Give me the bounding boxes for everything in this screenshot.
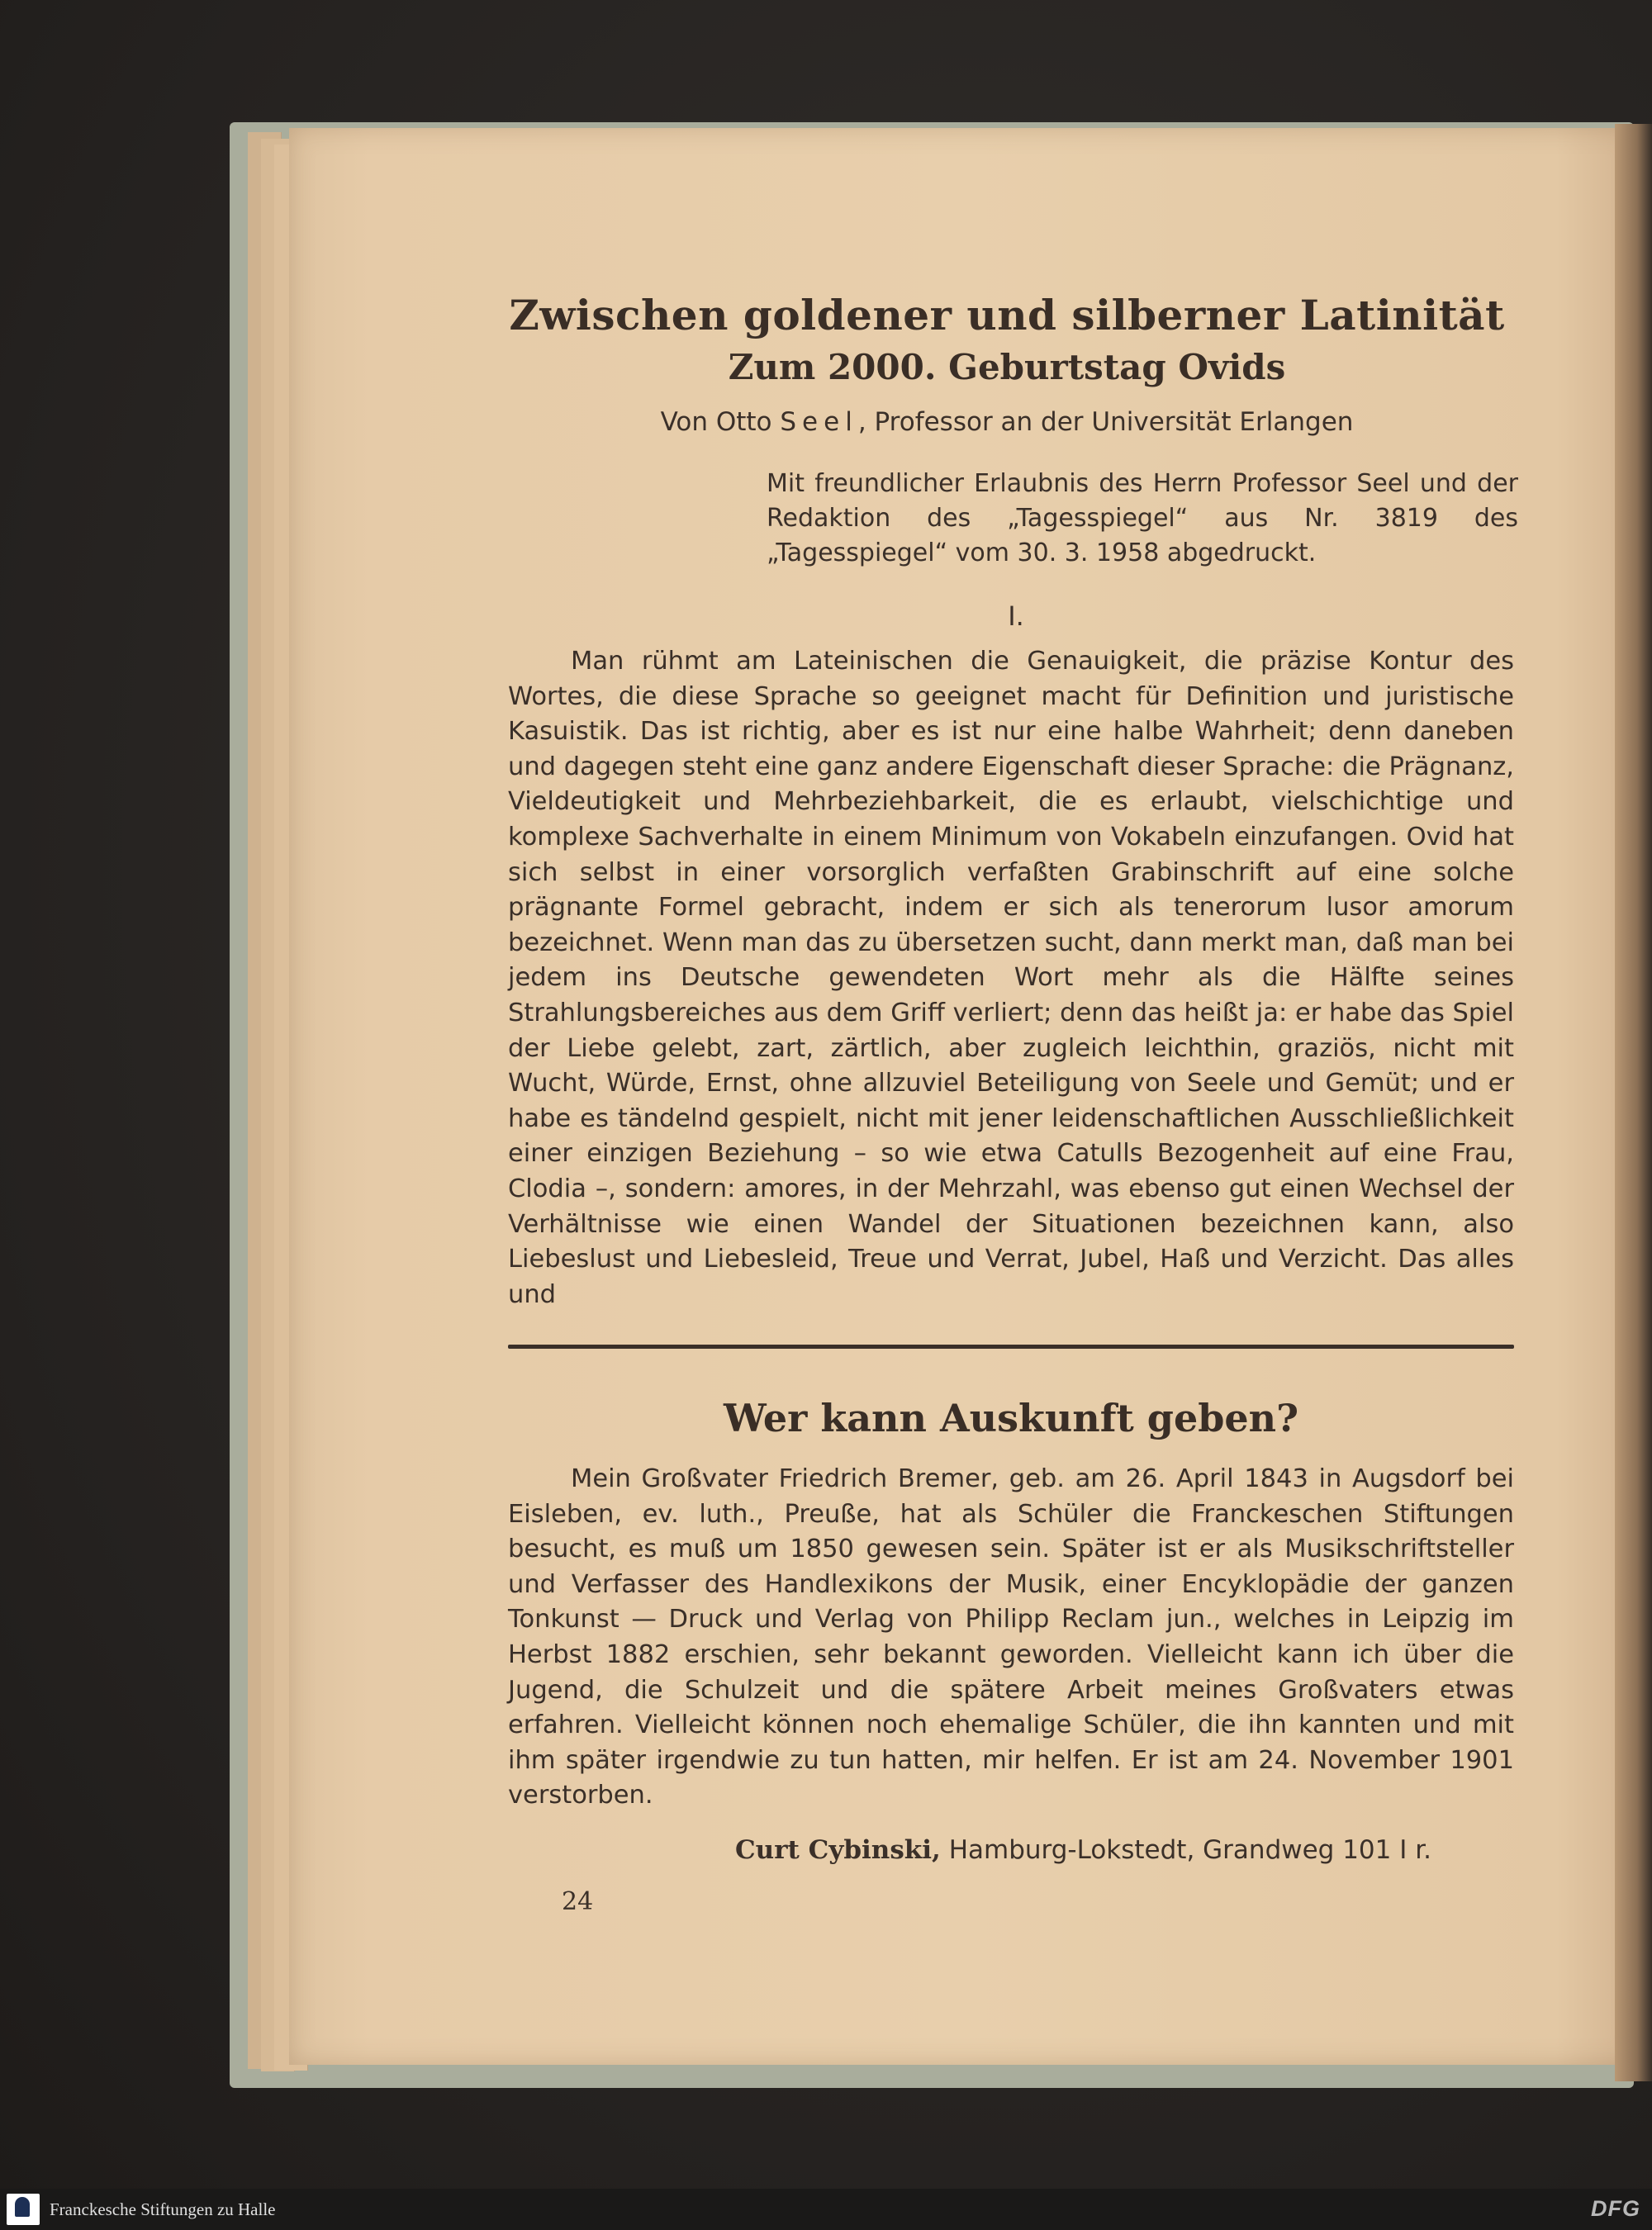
query-body: Mein Großvater Friedrich Bremer, geb. am 26. April 1843 in Augsdorf bei Eisleben, ev. luth., Preuße, hat als Schüler die Franckeschen Stiftungen besucht, es muß um 1850 gewesen sein. Später ist er als Musikschriftsteller und Verfasser des Handlexikons der Musik, einer Encyklopädie der ganzen Tonkunst — Druck und Verlag von Philipp Reclam jun., welches in Leipzig im Herbst 1882 erschien, sehr bekannt geworden. Vielleicht kann ich über die Jugend, die Schulzeit und die spätere Arbeit meines Großvaters etwas erfahren. Vielleicht können noch ehemalige Schüler, die ihn kannten und mit ihm später irgendwie zu tun hatten, mir helfen. Er ist am 24. November 1901 verstorben.	[508, 1464, 1514, 1810]
viewer-footer	[0, 2189, 1652, 2230]
article-title: Zwischen goldener und silberner Latinität	[509, 291, 1505, 339]
author-name: Seel	[780, 407, 858, 437]
dfg-logo[interactable]: DFG	[1591, 2196, 1640, 2221]
reprint-note: Mit freundlicher Erlaubnis des Herrn Professor Seel und der Redaktion des „Tagesspiegel“ aus Nr. 3819 des „Tagesspiegel“ vom 30. 3. 1958 abgedruckt.	[767, 469, 1518, 567]
byline-suffix: , Professor an der Universität Erlangen	[857, 407, 1354, 437]
signature-name: Curt Cybinski,	[735, 1835, 941, 1865]
article-subtitle: Zum 2000. Geburtstag Ovids	[728, 347, 1286, 387]
article-byline	[430, 407, 1584, 437]
page-gutter-shadow	[1615, 124, 1652, 2081]
page-number: 24	[562, 1887, 594, 1916]
section-divider	[508, 1345, 1514, 1349]
article-body: Man rühmt am Lateinischen die Genauigkeit, die präzise Kontur des Wortes, die diese Sprache so geeignet macht für Definition und juristische Kasuistik. Das ist richtig, aber es ist nur eine halbe Wahrheit; denn daneben und dagegen steht eine ganz andere Eigenschaft dieser Sprache: die Prägnanz, Vieldeutigkeit und Mehrbeziehbarkeit, die es erlaubt, vielschichtige und komplexe Sachverhalte in einem Minimum von Vokabeln einzufangen. Ovid hat sich selbst in einer vorsorglich verfaßten Grabinschrift auf eine solche prägnante Formel gebracht, indem er sich als tenerorum lusor amorum bezeichnet. Wenn man das zu übersetzen sucht, dann merkt man, daß man bei jedem ins Deutsche gewendeten Wort mehr als die Hälfte seines Strahlungsbereiches aus dem Griff verliert; denn das heißt ja: er habe das Spiel der Liebe gelebt, zart, zärtlich, aber zugleich leichthin, graziös, nicht mit Wucht, Würde, Ernst, ohne allzuviel Beteiligung von Seele und Gemüt; und er habe es tändelnd gespielt, nicht mit jener leidenschaftlichen Ausschließlichkeit einer einzigen Beziehung – so wie etwa Catulls Bezogenheit auf eine Frau, Clodia –, sondern: amores, in der Mehrzahl, was ebenso gut einen Wechsel der Verhältnisse wie einen Wandel der Situationen bezeichnen kann, also Liebeslust und Liebesleid, Treue und Verrat, Jubel, Haß und Verzicht. Das alles und	[508, 647, 1514, 1309]
query-heading: Wer kann Auskunft geben?	[723, 1396, 1299, 1440]
query-signature	[735, 1835, 1528, 1865]
signature-address: Hamburg-Lokstedt, Grandweg 101 I r.	[940, 1835, 1431, 1865]
institution-logo-icon[interactable]	[7, 2194, 40, 2225]
section-number: I.	[1008, 600, 1024, 632]
byline-prefix: Von Otto	[660, 407, 781, 437]
institution-name[interactable]: Franckesche Stiftungen zu Halle	[50, 2199, 276, 2219]
